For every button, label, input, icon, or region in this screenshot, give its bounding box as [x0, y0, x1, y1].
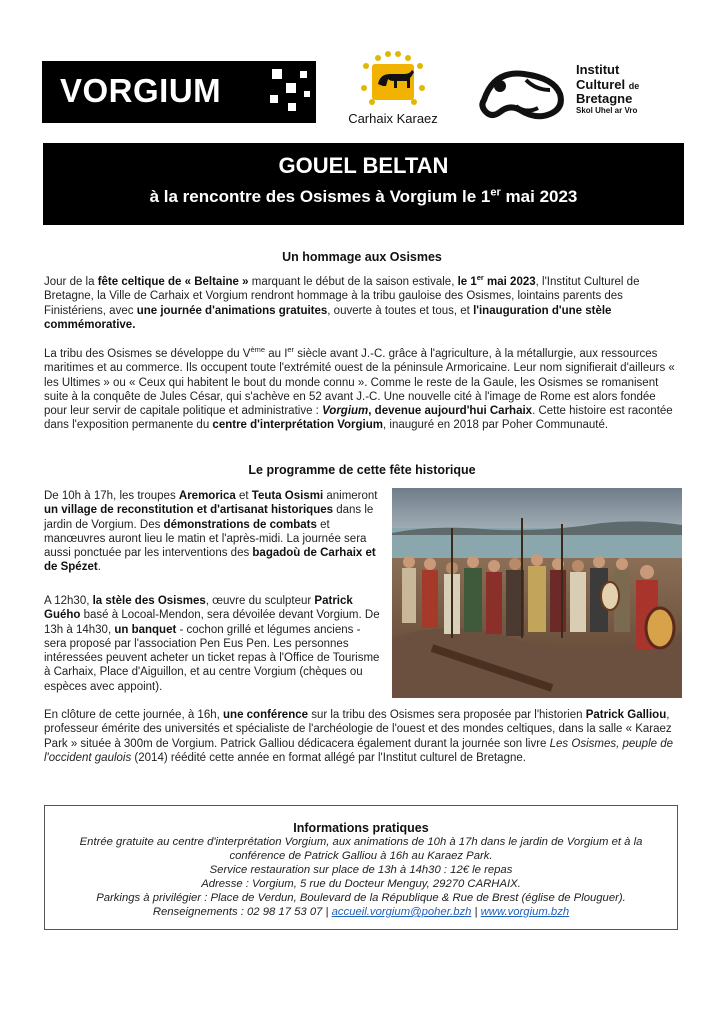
logo-square	[286, 83, 296, 93]
paragraph-programme-2: A 12h30, la stèle des Osismes, œuvre du sculpteur Patrick Guého basé à Locoal-Mendon, sera dévoilée devant Vorgium. De 13h à 14h30, un banquet - cochon grillé et légumes anciens - sera proposé par l'association Pen Eus Pen. Les personnes intéressées peuvent acheter un ticket repas à l'Office de Tourisme à Carhaix, Place d'Aiguillon, et au centre Vorgium (chèques ou espèces avec appoint).	[44, 595, 380, 693]
page-subtitle: à la rencontre des Osismes à Vorgium le 1er mai 2023	[149, 186, 578, 206]
info-line-3: Service restauration sur place de 13h à 14h30 : 12€ le repas	[209, 864, 513, 876]
paragraph-programme-1: De 10h à 17h, les troupes Aremorica et Teuta Osismi animeront un village de reconstitution et d'artisanat historiques dans le jardin de Vorgium. Des démonstrations de combats et manœuvres auront lieu le matin et l'après-midi. La journée sera aussi ponctuée par les interventions des bagadoù de Carhaix et de Spézet.	[44, 490, 378, 574]
info-box	[44, 805, 678, 930]
icb-subtitle: Skol Uhel ar Vro	[576, 106, 638, 115]
reenactors-photo	[392, 488, 682, 698]
info-line-6: Renseignements : 02 98 17 53 07 | accueil.vorgium@poher.bzh | www.vorgium.bzh	[152, 906, 570, 918]
paragraph-intro: Jour de la fête celtique de « Beltaine » marquant le début de la saison estivale, le 1er mai 2023, l'Institut Culturel de Bretagne, la Ville de Carhaix et Vorgium rendront hommage à la tribu gauloise des Osismes, lointains parents des Finistériens, avec une journée d'animations gratuites, ouverte à toutes et tous, et l'inauguration d'une stèle commémorative.	[44, 273, 640, 331]
info-line-2: conférence de Patrick Galliou à 16h au Karaez Park.	[229, 850, 493, 862]
logo-square	[272, 69, 282, 79]
logo-square	[288, 103, 296, 111]
section-heading-programme: Le programme de cette fête historique	[248, 463, 476, 477]
logo-square	[304, 91, 310, 97]
info-line-4: Adresse : Vorgium, 5 rue du Docteur Menguy, 29270 CARHAIX.	[201, 878, 521, 890]
email-link[interactable]: accueil.vorgium@poher.bzh	[331, 906, 472, 918]
icb-line3: Bretagne	[576, 91, 633, 106]
page-title: GOUEL BELTAN	[278, 153, 449, 178]
vorgium-logo-text: VORGIUM	[60, 72, 222, 109]
info-line-5: Parkings à privilégier : Place de Verdun, Boulevard de la République & Rue de Brest (église de Plouguer).	[96, 892, 626, 904]
paragraph-conference: En clôture de cette journée, à 16h, une conférence sur la tribu des Osismes sera proposée par l'historien Patrick Galliou, professeur émérite des universités et spécialiste de l'archéologie de l'ouest et des mondes celtiques, dans la salle « Karaez Park » située à 300m de Vorgium. Patrick Galliou dédicacera également durant la journée son livre Les Osismes, peuple de l'occident gaulois (2014) réédité cette année en format allégé par l'Institut culturel de Bretagne.	[44, 709, 674, 764]
carhaix-logo	[338, 48, 448, 132]
website-link[interactable]: www.vorgium.bzh	[480, 906, 570, 918]
section-heading-hommage: Un hommage aux Osismes	[282, 250, 442, 264]
carhaix-crest-icon	[338, 48, 448, 110]
info-line-1: Entrée gratuite au centre d'interprétation Vorgium, aux animations de 10h à 17h dans le jardin de Vorgium et à la	[79, 836, 643, 848]
carhaix-logo-text: Carhaix Karaez	[348, 111, 438, 126]
icb-line1: Institut	[576, 62, 620, 77]
icb-logo	[476, 58, 686, 128]
paragraph-history: La tribu des Osismes se développe du Vème au Ier siècle avant J.-C. grâce à l'agriculture, à la métallurgie, aux ressources maritimes et au commerce. Ils occupent toute l'extrémité ouest de la péninsule Armoricaine. Leur nom signifierait d'ailleurs « les Ultimes » ou « Ceux qui habitent le bout du monde connu ». Comme le reste de la Gaule, les Osismes se romanisent suite à la conquête de Jules César, qui s'achève en 52 avant J.-C. Une nouvelle cité à l'image de Rome est alors fondée pour leur servir de capitale politique et administrative : Vorgium, devenue aujourd'hui Carhaix. Cette histoire est racontée dans l'exposition permanente du centre d'interprétation Vorgium, inauguré en 2018 par Poher Communauté.	[44, 345, 675, 432]
celtic-animal-icon	[476, 60, 572, 126]
info-heading: Informations pratiques	[293, 821, 429, 835]
vorgium-logo	[42, 61, 316, 123]
logo-square	[300, 71, 307, 78]
icb-line2: Culturel de	[576, 77, 640, 92]
title-banner	[43, 143, 684, 225]
logo-square	[270, 95, 278, 103]
